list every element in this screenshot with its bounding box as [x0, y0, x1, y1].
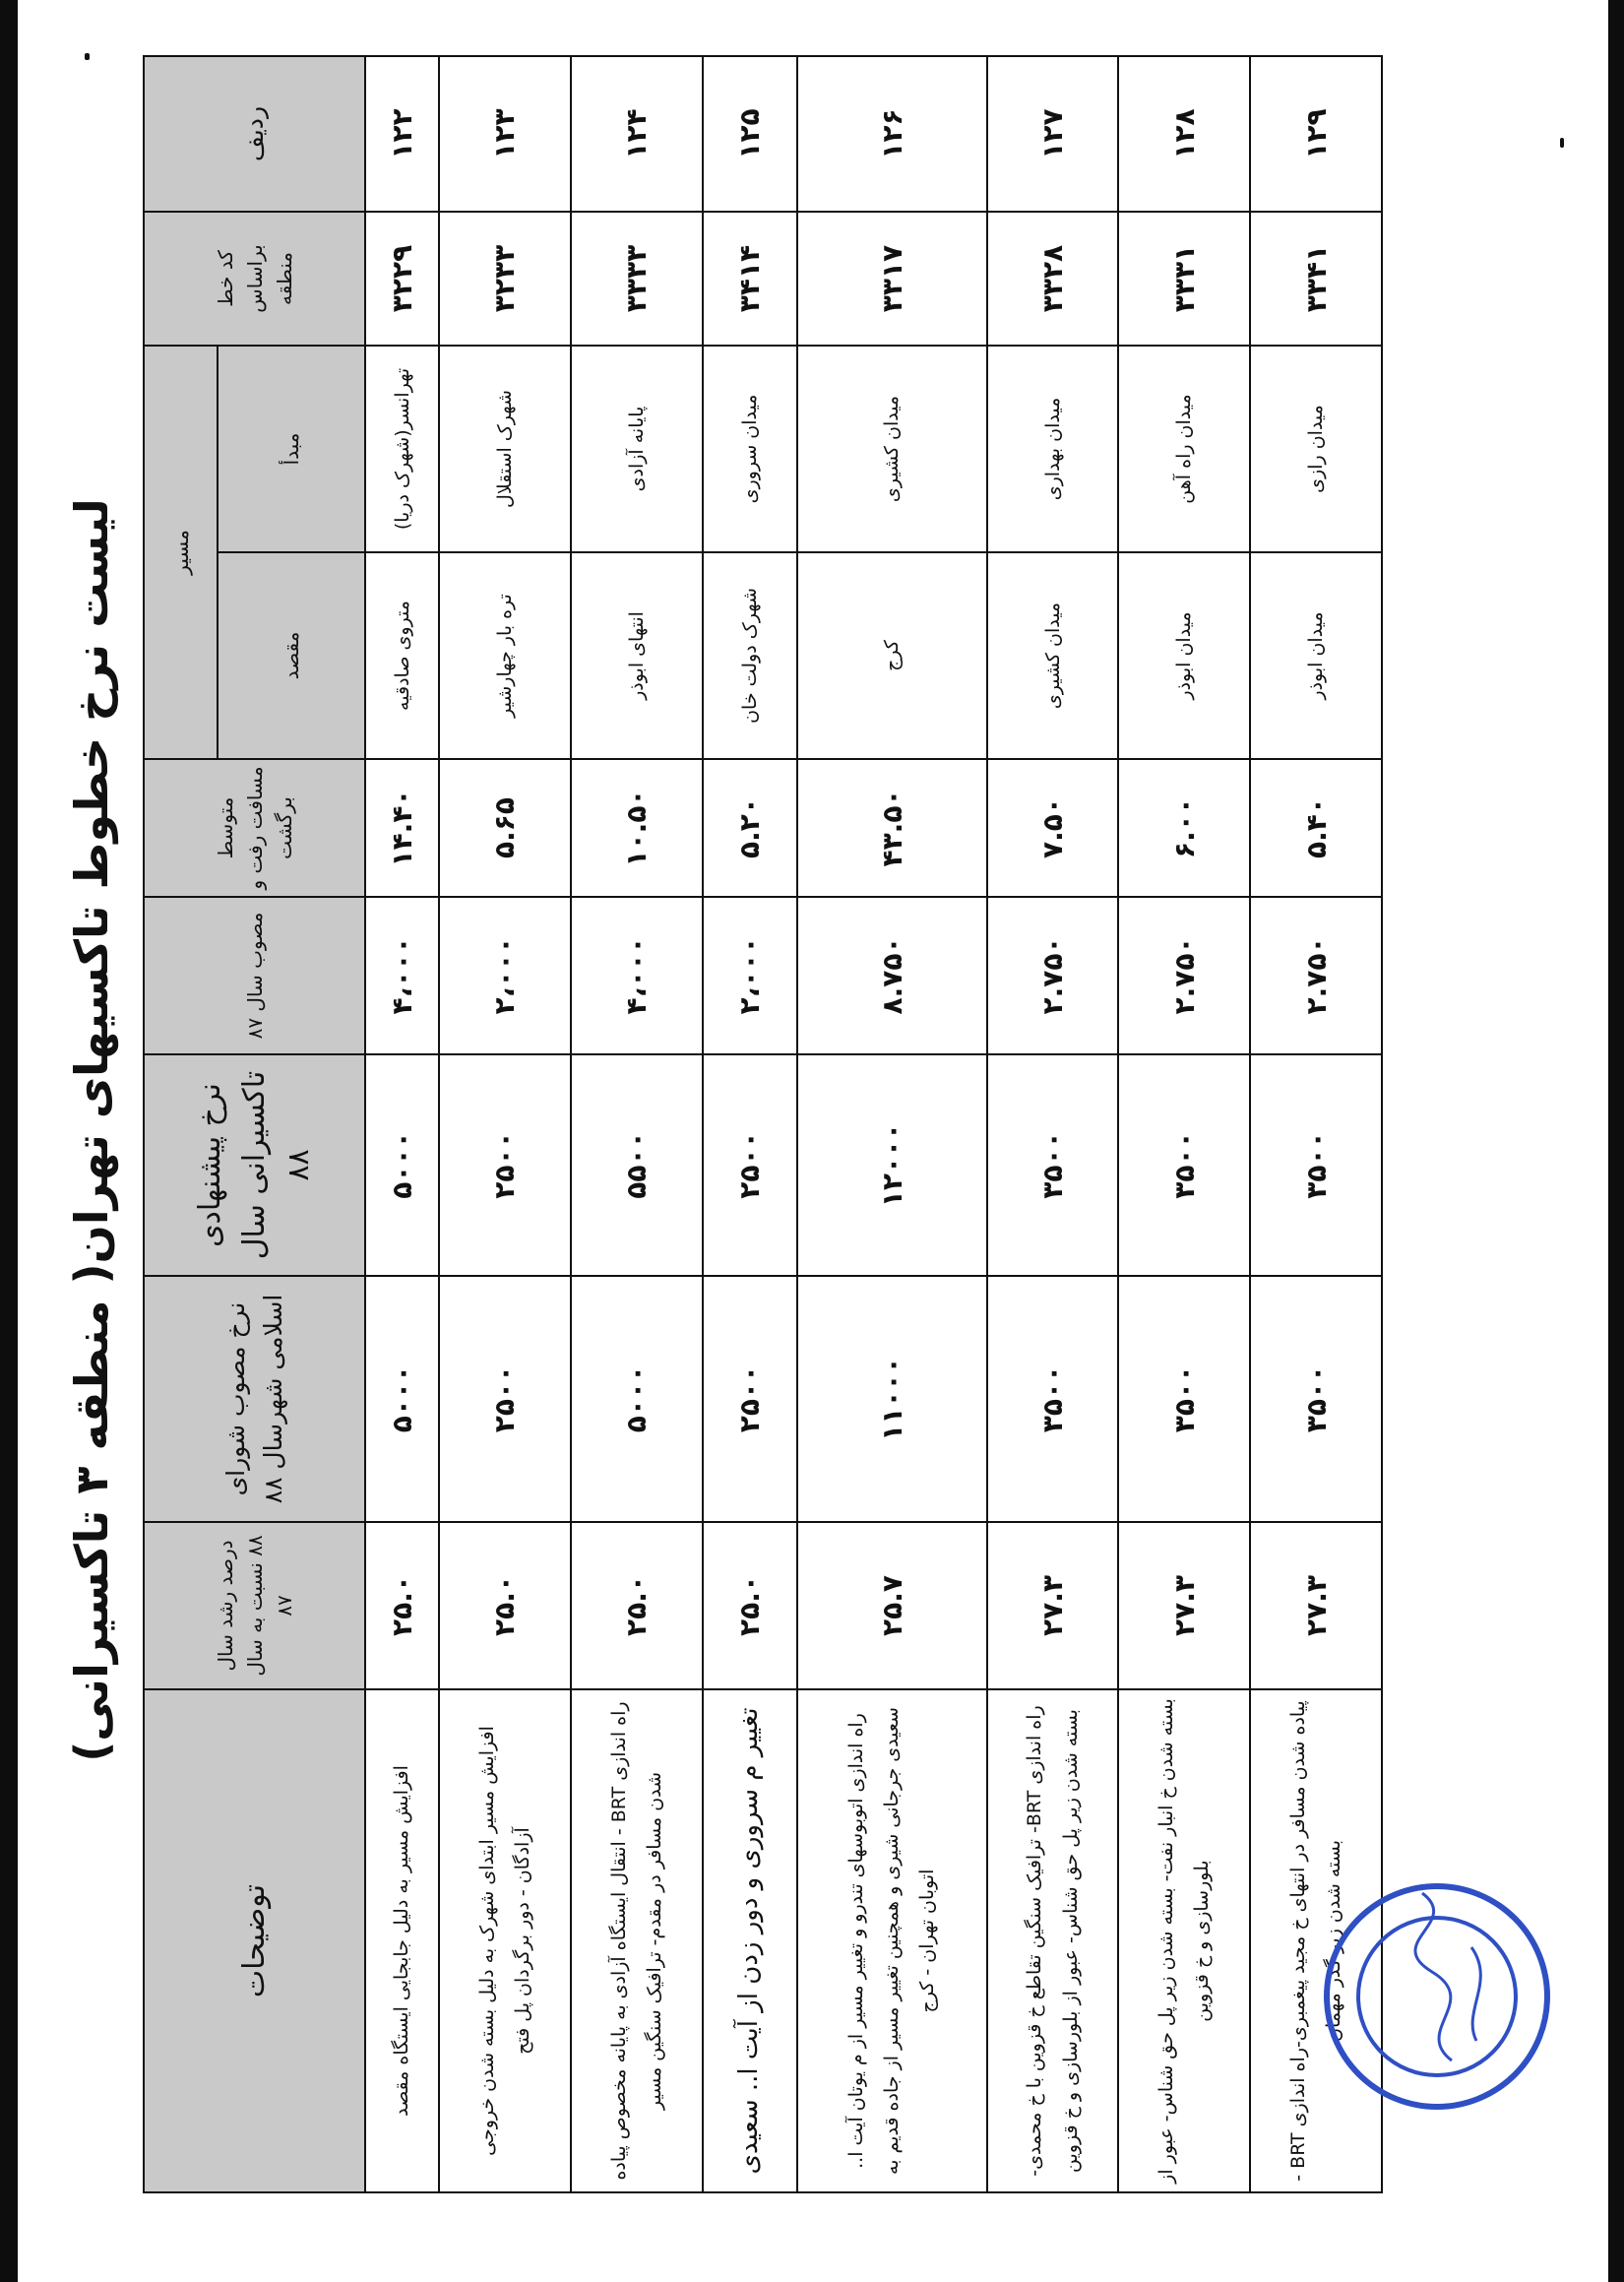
header-destination: مقصد — [218, 552, 365, 759]
approved-87: ۲.۷۵۰ — [1250, 897, 1382, 1054]
origin: تهرانسر(شهرک دریا) — [365, 346, 439, 552]
header-row-number: ردیف — [144, 56, 365, 212]
growth-percent: ۲۵.۷ — [797, 1522, 987, 1689]
proposed-88: ۲۵۰۰ — [703, 1054, 798, 1276]
approved-87: ۴،۰۰۰ — [571, 897, 703, 1054]
notes: بسته شدن خ انبار نفت- بسته شدن زیر پل حق شناس- عبور از بلورسازی و خ قزوین — [1118, 1689, 1250, 2192]
line-code: ۳۳۴۱ — [1250, 212, 1382, 346]
notes: راه اندازی اتوبوسهای تندرو و تغییر مسیر از م یوتان آیت ا.. سعیدی جرجانی شیری و همچنین تغییر مسیر از جاده قدیم به اتوبان تهران - کرج — [797, 1689, 987, 2192]
row-number: ۱۲۳ — [439, 56, 571, 212]
avg-distance: ۵.۲۰ — [703, 759, 798, 897]
approved-87: ۲.۷۵۰ — [1118, 897, 1250, 1054]
council-88: ۳۵۰۰ — [987, 1276, 1119, 1522]
notes: راه اندازی BRT - انتقال ایستگاه آزادی به پایانه مخصوص پیاده شدن مسافر در مقدم- ترافیک سنگین مسیر — [571, 1689, 703, 2192]
header-growth-percent: درصد رشد سال ۸۸ نسبت به سال ۸۷ — [144, 1522, 365, 1689]
growth-percent: ۲۵.۰ — [571, 1522, 703, 1689]
notes: پیاده شدن مسافر در انتهای خ مجید پیغمبری-راه اندازی BRT - بسته شدن زیر گذر مهمان — [1250, 1689, 1382, 2192]
council-seal-stamp — [1314, 1873, 1560, 2120]
notes: راه اندازی BRT- ترافیک سنگین تقاطع خ قزوین با خ محمدی-بسته شدن زیر پل حق شناس- عبور از بلورسازی و خ قزوین — [987, 1689, 1119, 2192]
header-line-code: کد خط براساس منطقه — [144, 212, 365, 346]
header-proposed-88: نرخ پیشنهادی تاکسیرانی سال ۸۸ — [144, 1054, 365, 1276]
header-notes: توضیحات — [144, 1689, 365, 2192]
growth-percent: ۲۵.۰ — [365, 1522, 439, 1689]
council-88: ۳۵۰۰ — [1118, 1276, 1250, 1522]
table-row — [571, 56, 703, 2192]
row-number: ۱۲۵ — [703, 56, 798, 212]
avg-distance: ۱۰.۵۰ — [571, 759, 703, 897]
notes: افزایش مسیر ابتدای شهرک به دلیل بسته شدن خروجی آزادگان - دور برگردان پل فتح — [439, 1689, 571, 2192]
proposed-88: ۵۰۰۰ — [365, 1054, 439, 1276]
growth-percent: ۲۵.۰ — [439, 1522, 571, 1689]
row-number: ۱۲۴ — [571, 56, 703, 212]
signature-stroke — [1471, 1947, 1480, 2041]
approved-87: ۸.۷۵۰ — [797, 897, 987, 1054]
origin: میدان کشیری — [797, 346, 987, 552]
growth-percent: ۲۷.۳ — [987, 1522, 1119, 1689]
header-council-88: نرخ مصوب شورای اسلامی شهرسال ۸۸ — [144, 1276, 365, 1522]
row-number: ۱۲۲ — [365, 56, 439, 212]
approved-87: ۲.۷۵۰ — [987, 897, 1119, 1054]
origin: شهرک استقلال — [439, 346, 571, 552]
table-row — [1118, 56, 1250, 2192]
growth-percent: ۲۵.۰ — [703, 1522, 798, 1689]
row-number: ۱۲۹ — [1250, 56, 1382, 212]
origin: پایانه آزادی — [571, 346, 703, 552]
table-row — [365, 56, 439, 2192]
row-number: ۱۲۶ — [797, 56, 987, 212]
council-88: ۵۰۰۰ — [571, 1276, 703, 1522]
destination: تره بار چهارشیر — [439, 552, 571, 759]
line-code: ۳۲۲۹ — [365, 212, 439, 346]
origin: میدان راه آهن — [1118, 346, 1250, 552]
destination: میدان کشیری — [987, 552, 1119, 759]
line-code: ۳۳۳۳ — [571, 212, 703, 346]
approved-87: ۲،۰۰۰ — [439, 897, 571, 1054]
line-code: ۳۳۲۸ — [987, 212, 1119, 346]
avg-distance: ۵.۶۵ — [439, 759, 571, 897]
avg-distance: ۱۴.۴۰ — [365, 759, 439, 897]
notes: تغییر م سروری و دور زدن از آیت ا.. سعیدی — [703, 1689, 798, 2192]
page-title: لیست نرخ خطوط تاکسیهای تهران( منطقه ۳ تاکسیرانی) — [65, 498, 118, 1762]
line-code: ۳۳۱۷ — [797, 212, 987, 346]
proposed-88: ۳۵۰۰ — [987, 1054, 1119, 1276]
destination: میدان ابوذر — [1250, 552, 1382, 759]
table-row — [1250, 56, 1382, 2192]
line-code: ۳۴۱۴ — [703, 212, 798, 346]
row-number: ۱۲۷ — [987, 56, 1119, 212]
proposed-88: ۳۵۰۰ — [1118, 1054, 1250, 1276]
table-row — [987, 56, 1119, 2192]
destination: انتهای ابوذر — [571, 552, 703, 759]
table-row — [797, 56, 987, 2192]
destination: متروی صادقیه — [365, 552, 439, 759]
avg-distance: ۷.۵۰ — [987, 759, 1119, 897]
line-code: ۳۳۳۱ — [1118, 212, 1250, 346]
row-number: ۱۲۸ — [1118, 56, 1250, 212]
growth-percent: ۲۷.۳ — [1250, 1522, 1382, 1689]
approved-87: ۲،۰۰۰ — [703, 897, 798, 1054]
growth-percent: ۲۷.۳ — [1118, 1522, 1250, 1689]
avg-distance: ۵.۴۰ — [1250, 759, 1382, 897]
proposed-88: ۱۲۰۰۰ — [797, 1054, 987, 1276]
council-88: ۱۱۰۰۰ — [797, 1276, 987, 1522]
avg-distance: ۶.۰۰ — [1118, 759, 1250, 897]
header-route: مسیر — [144, 346, 218, 759]
origin: میدان رازی — [1250, 346, 1382, 552]
header-origin: مبدأ — [218, 346, 365, 552]
destination: شهرک دولت خان — [703, 552, 798, 759]
destination: کرج — [797, 552, 987, 759]
header-approved-87: مصوب سال ۸۷ — [144, 897, 365, 1054]
council-88: ۳۵۰۰ — [1250, 1276, 1382, 1522]
proposed-88: ۲۵۰۰ — [439, 1054, 571, 1276]
avg-distance: ۴۳.۵۰ — [797, 759, 987, 897]
line-code: ۳۲۳۳ — [439, 212, 571, 346]
table-row — [703, 56, 798, 2192]
taxi-rate-table — [143, 55, 1383, 2193]
council-88: ۲۵۰۰ — [439, 1276, 571, 1522]
destination: میدان ابوذر — [1118, 552, 1250, 759]
table-row — [439, 56, 571, 2192]
proposed-88: ۵۵۰۰ — [571, 1054, 703, 1276]
origin: میدان سروری — [703, 346, 798, 552]
origin: میدان بهداری — [987, 346, 1119, 552]
council-88: ۵۰۰۰ — [365, 1276, 439, 1522]
notes: افزایش مسیر به دلیل جابجایی ایستگاه مقصد — [365, 1689, 439, 2192]
proposed-88: ۳۵۰۰ — [1250, 1054, 1382, 1276]
council-88: ۲۵۰۰ — [703, 1276, 798, 1522]
seal-inner-ring — [1358, 1918, 1516, 2075]
approved-87: ۴،۰۰۰ — [365, 897, 439, 1054]
header-avg-distance: متوسط مسافت رفت و برگشت — [144, 759, 365, 897]
